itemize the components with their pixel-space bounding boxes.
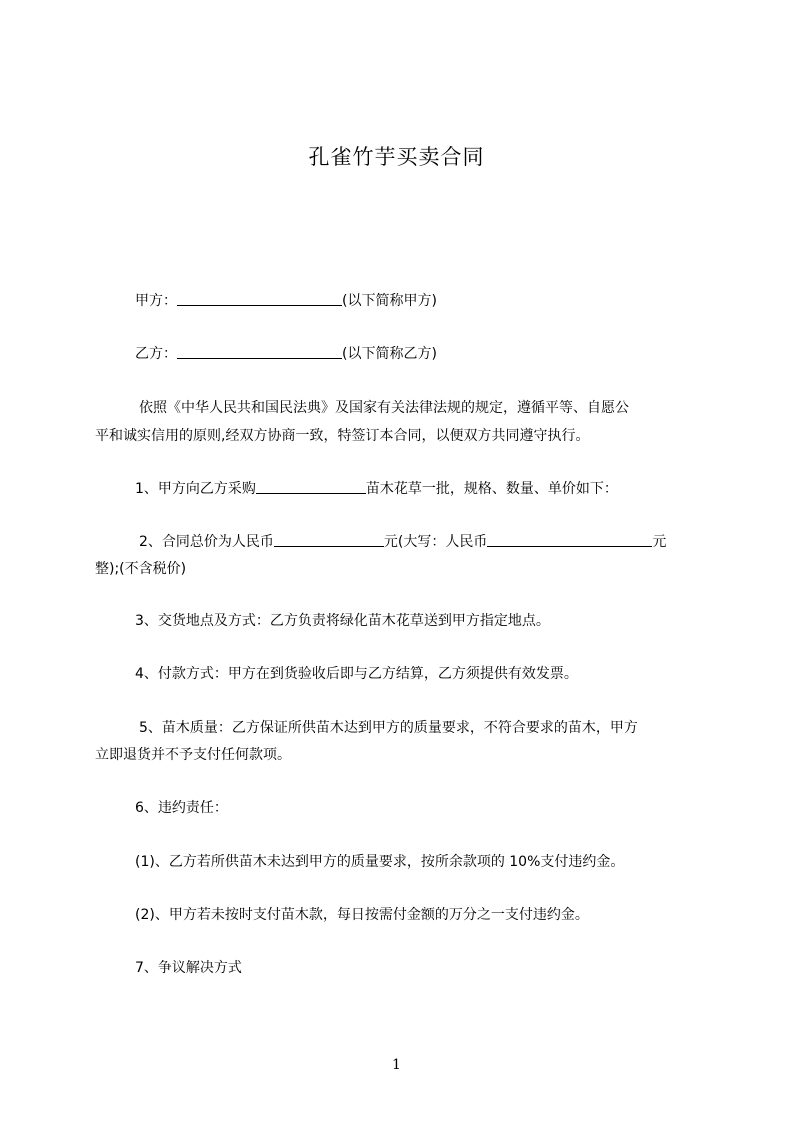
clause-6-item-1: (1)、乙方若所供苗木未达到甲方的质量要求，按所余款项的 10%支付违约金。 <box>135 854 625 870</box>
clause-5-line-2: 立即退货并不予支付任何款项。 <box>95 747 291 763</box>
clause-3: 3、交货地点及方式：乙方负责将绿化苗木花草送到甲方指定地点。 <box>135 613 550 629</box>
clause-6-heading: 6、违约责任： <box>135 800 228 816</box>
party-a-line <box>95 286 755 316</box>
clause-5-line-1: 5、苗木质量：乙方保证所供苗木达到甲方的质量要求，不符合要求的苗木，甲方 <box>139 720 638 736</box>
preamble-line-2: 平和诚实信用的原则,经双方协商一致，特签订本合同，以便双方共同遵守执行。 <box>95 428 590 444</box>
page-number: 1 <box>392 1057 401 1073</box>
party-a-label: 甲方： <box>135 293 177 309</box>
clause-6-item-2: (2)、甲方若未按时支付苗木款，每日按需付金额的万分之一支付违约金。 <box>135 907 589 923</box>
party-b-line <box>95 339 755 369</box>
clause-2-line-2: 整);(不含税价) <box>95 561 187 577</box>
clause-1-prefix: 1、甲方向乙方采购 <box>135 481 256 497</box>
clause-7-heading: 7、争议解决方式 <box>135 960 242 976</box>
clause-2-amount-blank <box>274 530 384 547</box>
preamble-line-1: 依照《中华人民共和国民法典》及国家有关法律法规的规定，遵循平等、自愿公 <box>139 400 629 416</box>
document-title: 孔雀竹芋买卖合同 <box>308 145 485 169</box>
clause-2-prefix: 2、合同总价为人民币 <box>139 534 274 550</box>
clause-1 <box>95 474 755 504</box>
party-a-suffix: (以下简称甲方) <box>342 293 437 309</box>
clause-1-suffix: 苗木花草一批，规格、数量、单价如下： <box>365 481 618 497</box>
clause-4: 4、付款方式：甲方在到货验收后即与乙方结算，乙方须提供有效发票。 <box>135 666 578 682</box>
party-a-blank <box>177 289 342 306</box>
clause-2-middle: 元(大写：人民币 <box>383 534 488 550</box>
party-b-label: 乙方： <box>135 346 177 362</box>
party-b-blank <box>177 342 342 359</box>
clause-2-suffix: 元 <box>652 534 667 550</box>
clause-1-blank <box>256 477 366 494</box>
party-b-suffix: (以下简称乙方) <box>342 346 437 362</box>
clause-2-line-1 <box>95 527 759 557</box>
clause-2-capital-blank <box>487 530 652 547</box>
